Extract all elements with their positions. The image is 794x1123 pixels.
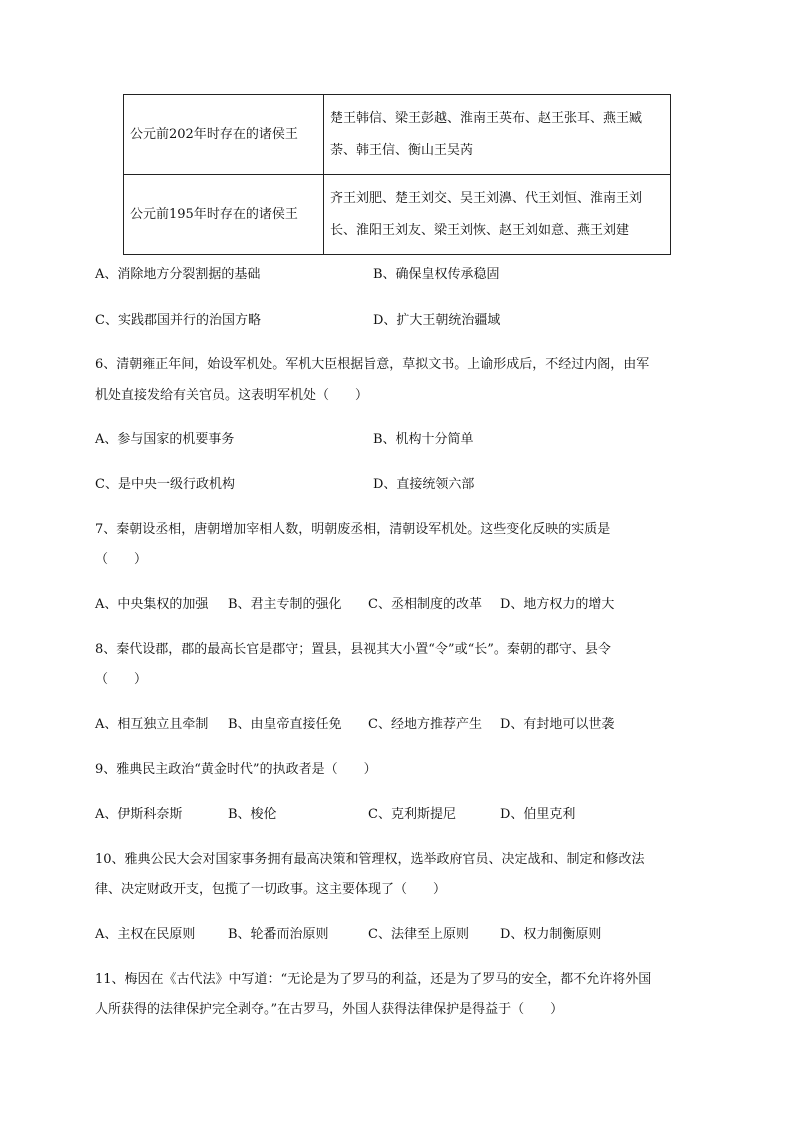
q10-option-a: A、主权在民原则 bbox=[95, 927, 196, 942]
q5-option-d: D、扩大王朝统治疆域 bbox=[373, 313, 501, 328]
q7-stem-line2: （ ） bbox=[95, 552, 148, 567]
q6-stem-line2: 机处直接发给有关官员。这表明军机处（ ） bbox=[95, 388, 369, 403]
q7-stem-line1: 7、秦朝设丞相，唐朝增加宰相人数，明朝废丞相，清朝设军机处。这些变化反映的实质是 bbox=[95, 522, 611, 537]
q9-option-a: A、伊斯科奈斯 bbox=[95, 807, 183, 822]
q7-option-d: D、地方权力的增大 bbox=[500, 597, 615, 612]
lords-cell bbox=[324, 175, 671, 255]
q9-option-b: B、梭伦 bbox=[228, 807, 277, 822]
q7-option-a: A、中央集权的加强 bbox=[95, 597, 209, 612]
q6-stem-line1: 6、清朝雍正年间，始设军机处。军机大臣根据旨意，草拟文书。上谕形成后，不经过内阁，由军 bbox=[95, 357, 650, 372]
period-cell: 公元前202年时存在的诸侯王 bbox=[124, 95, 324, 175]
q8-option-c: C、经地方推荐产生 bbox=[368, 717, 482, 732]
lords-cell bbox=[324, 95, 671, 175]
q9-option-d: D、伯里克利 bbox=[500, 807, 576, 822]
q6-option-b: B、机构十分简单 bbox=[373, 432, 474, 447]
q8-stem-line2: （ ） bbox=[95, 672, 148, 687]
q10-option-d: D、权力制衡原则 bbox=[500, 927, 602, 942]
q6-option-c: C、是中央一级行政机构 bbox=[95, 477, 235, 492]
q5-option-a: A、消除地方分裂割据的基础 bbox=[95, 267, 261, 282]
q8-stem-line1: 8、秦代设郡，郡的最高长官是郡守；置县，县视其大小置“令”或“长”。秦朝的郡守、县令 bbox=[95, 642, 611, 657]
table-row bbox=[124, 95, 671, 175]
table-row bbox=[124, 175, 671, 255]
q8-option-d: D、有封地可以世袭 bbox=[500, 717, 615, 732]
lords-line: 楚王韩信、梁王彭越、淮南王英布、赵王张耳、燕王臧 bbox=[330, 110, 643, 126]
q8-option-b: B、由皇帝直接任免 bbox=[228, 717, 342, 732]
q8-option-a: A、相互独立且牵制 bbox=[95, 717, 209, 732]
lords-line: 齐王刘肥、楚王刘交、吴王刘濞、代王刘恒、淮南王刘 bbox=[330, 190, 643, 206]
q10-option-c: C、法律至上原则 bbox=[368, 927, 469, 942]
feudal-lords-table bbox=[123, 94, 671, 255]
q6-option-d: D、直接统领六部 bbox=[373, 477, 475, 492]
q11-stem-line2: 人所获得的法律保护完全剥夺。”在古罗马，外国人获得法律保护是得益于（ ） bbox=[95, 1002, 564, 1017]
q5-option-b: B、确保皇权传承稳固 bbox=[373, 267, 500, 282]
q6-option-a: A、参与国家的机要事务 bbox=[95, 432, 235, 447]
q10-option-b: B、轮番而治原则 bbox=[228, 927, 329, 942]
q10-stem-line2: 律、决定财政开支，包揽了一切政事。这主要体现了（ ） bbox=[95, 882, 447, 897]
q9-option-c: C、克利斯提尼 bbox=[368, 807, 456, 822]
lords-line: 荼、韩王信、衡山王吴芮 bbox=[330, 142, 474, 158]
q5-option-c: C、实践郡国并行的治国方略 bbox=[95, 313, 261, 328]
q7-option-b: B、君主专制的强化 bbox=[228, 597, 342, 612]
q7-option-c: C、丞相制度的改革 bbox=[368, 597, 482, 612]
q10-stem-line1: 10、雅典公民大会对国家事务拥有最高决策和管理权，选举政府官员、决定战和、制定和修改法 bbox=[95, 852, 645, 867]
q9-stem: 9、雅典民主政治“黄金时代”的执政者是（ ） bbox=[95, 762, 377, 777]
lords-line: 长、淮阳王刘友、梁王刘恢、赵王刘如意、燕王刘建 bbox=[330, 222, 630, 238]
period-cell: 公元前195年时存在的诸侯王 bbox=[124, 175, 324, 255]
q11-stem-line1: 11、梅因在《古代法》中写道：“无论是为了罗马的利益，还是为了罗马的安全，都不允许将外国 bbox=[95, 972, 652, 987]
